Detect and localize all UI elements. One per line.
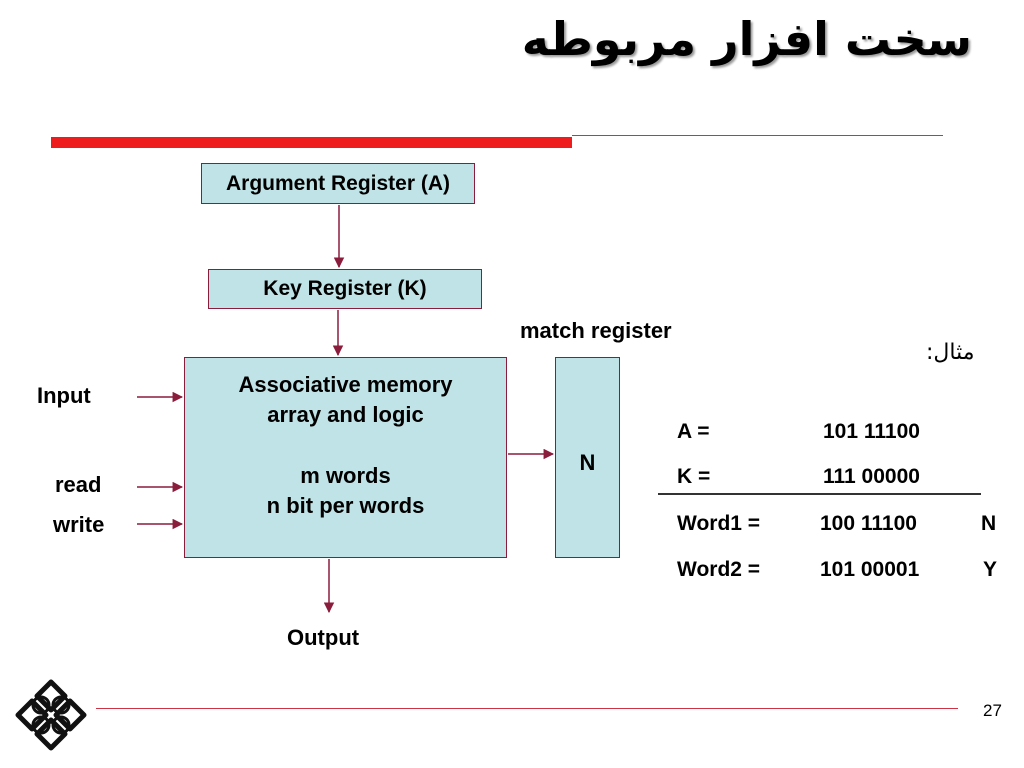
argument-register-box: Argument Register (A) (201, 163, 475, 204)
example-divider (658, 493, 981, 495)
example-row-1-name: A = (677, 420, 710, 443)
slide-title: سخت افزار مربوطه (521, 12, 972, 66)
example-row-3-result: N (981, 512, 997, 535)
example-row-2-value: 111 00000 (823, 465, 920, 488)
write-label: write (53, 512, 105, 537)
memory-line-1: Associative memory (238, 372, 453, 397)
memory-line-3: m words (300, 463, 391, 488)
footer-line (96, 708, 958, 709)
output-label: Output (287, 625, 360, 650)
example-row-3-name: Word1 = (677, 512, 761, 535)
example-row-3-value: 100 11100 (820, 512, 917, 535)
example-row-2-name: K = (677, 465, 711, 488)
key-register-box: Key Register (K) (208, 269, 482, 309)
read-label: read (55, 472, 102, 497)
match-register-label: match register (520, 318, 672, 343)
match-register-box: N (555, 357, 620, 558)
example-row-4-result: Y (983, 558, 998, 581)
associative-memory-box (184, 357, 507, 558)
university-logo-icon (14, 678, 88, 752)
example-row-1-value: 101 11100 (823, 420, 920, 443)
memory-line-4: n bit per words (266, 493, 425, 518)
memory-line-2: array and logic (267, 402, 424, 427)
example-row-4-name: Word2 = (677, 558, 761, 581)
page-number: 27 (983, 701, 1002, 720)
example-row-4-value: 101 00001 (820, 558, 920, 581)
example-label: مثال: (926, 340, 975, 365)
input-label: Input (37, 383, 91, 408)
